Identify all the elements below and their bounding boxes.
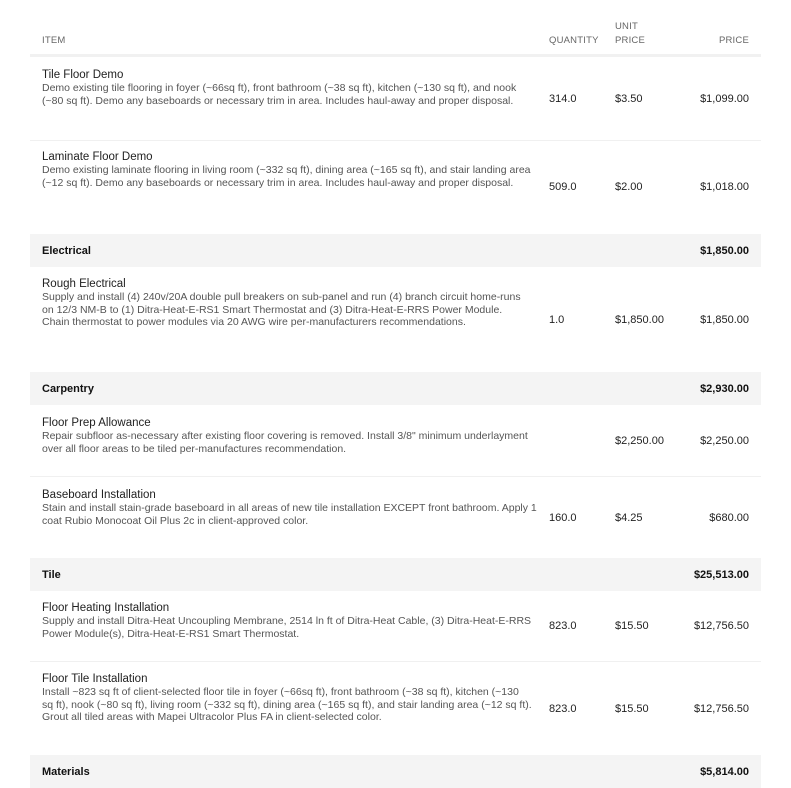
item-price: $2,250.00 bbox=[700, 435, 749, 447]
section-header-tile bbox=[30, 558, 761, 591]
item-title: Floor Prep Allowance bbox=[42, 417, 151, 429]
item-price: $12,756.50 bbox=[693, 703, 749, 715]
item-price: $12,756.50 bbox=[693, 620, 749, 632]
table-row[interactable] bbox=[30, 591, 761, 662]
item-description: Stain and install stain-grade baseboard in all areas of new tile installation EXCEPT front bathroom. Apply 1 coat Rubio Monocoat Oil Plus 2c in client-approved color. bbox=[42, 502, 537, 527]
item-description: Demo existing tile flooring in foyer (~66sq ft), front bathroom (~38 sq ft), kitchen (~130 sq ft), and nook (~80 sq ft). Demo any baseboards or necessary trim in area. Includes haul-away and proper disposal. bbox=[42, 82, 517, 107]
section-total: $25,513.00 bbox=[693, 569, 749, 581]
item-title: Floor Tile Installation bbox=[42, 673, 148, 685]
item-title: Rough Electrical bbox=[42, 278, 126, 290]
section-header-carpentry bbox=[30, 372, 761, 405]
section-total: $5,814.00 bbox=[700, 766, 749, 778]
item-price: $680.00 bbox=[709, 512, 749, 524]
section-name: Tile bbox=[42, 569, 61, 581]
item-price: $1,850.00 bbox=[700, 314, 749, 326]
item-unit-price: $15.50 bbox=[615, 620, 649, 632]
section-header-electrical bbox=[30, 234, 761, 267]
item-quantity: 1.0 bbox=[549, 314, 565, 326]
item-title: Baseboard Installation bbox=[42, 489, 156, 501]
item-unit-price: $2.00 bbox=[615, 181, 643, 193]
col-unit-price-1: UNIT bbox=[615, 21, 638, 32]
section-name: Materials bbox=[42, 766, 90, 778]
col-price: PRICE bbox=[718, 35, 749, 46]
estimate-table bbox=[30, 0, 761, 788]
item-unit-price: $2,250.00 bbox=[615, 435, 664, 447]
table-row[interactable] bbox=[30, 60, 761, 141]
item-quantity: 314.0 bbox=[549, 93, 577, 105]
col-unit-price-2: PRICE bbox=[615, 35, 646, 46]
item-description: Repair subfloor as-necessary after existing floor covering is removed. Install 3/8" minimum underlayment over all floor areas to be tiled per-manufactures recommendation. bbox=[42, 430, 528, 455]
table-row[interactable] bbox=[30, 267, 761, 372]
section-name: Electrical bbox=[42, 245, 91, 257]
col-item: ITEM bbox=[42, 35, 66, 46]
table-row[interactable] bbox=[30, 662, 761, 755]
item-title: Laminate Floor Demo bbox=[42, 151, 153, 163]
item-description: Supply and install Ditra-Heat Uncoupling Membrane, 2514 ln ft of Ditra-Heat Cable, (3) Ditra-Heat-E-RRS Power Module(s), Ditra-Heat-E-RS1 Smart Thermostat. bbox=[42, 615, 532, 640]
item-quantity: 823.0 bbox=[549, 703, 577, 715]
item-quantity: 509.0 bbox=[549, 181, 577, 193]
item-title: Tile Floor Demo bbox=[42, 69, 124, 81]
section-header-materials bbox=[30, 755, 761, 788]
table-header bbox=[30, 0, 761, 57]
table-row[interactable] bbox=[30, 477, 761, 558]
table-row[interactable] bbox=[30, 141, 761, 234]
item-description: Demo existing laminate flooring in living room (~332 sq ft), dining area (~165 sq ft), and stair landing area (~12 sq ft). Demo any baseboards or necessary trim in area. Includes haul-away and proper disposal. bbox=[42, 164, 531, 189]
item-title: Floor Heating Installation bbox=[42, 602, 170, 614]
item-description: Install ~823 sq ft of client-selected floor tile in foyer (~66sq ft), front bathroom (~38 sq ft), kitchen (~130 sq ft), nook (~80 sq ft), living room (~332 sq ft), dining area (~165 sq ft), and stair landing area (~12 sq ft). Grout all tiled areas with Mapei Ultracolor Plus FA in client-selected color. bbox=[42, 686, 532, 724]
item-unit-price: $3.50 bbox=[615, 93, 643, 105]
item-quantity: 160.0 bbox=[549, 512, 577, 524]
col-quantity: QUANTITY bbox=[549, 35, 599, 46]
table-row[interactable] bbox=[30, 405, 761, 477]
item-quantity: 823.0 bbox=[549, 620, 577, 632]
section-name: Carpentry bbox=[42, 383, 94, 395]
section-total: $1,850.00 bbox=[700, 245, 749, 257]
item-description: Supply and install (4) 240v/20A double pull breakers on sub-panel and run (4) branch circuit home-runs on 12/3 NM-B to (1) Ditra-Heat-E-RS1 Smart Thermostat and (3) Ditra-Heat-E-RRS Power Module. Chain thermostat to power modules via 20 AWG wire per-manufacturers recommendations. bbox=[42, 291, 521, 329]
item-unit-price: $1,850.00 bbox=[615, 314, 664, 326]
section-total: $2,930.00 bbox=[700, 383, 749, 395]
item-price: $1,099.00 bbox=[700, 93, 749, 105]
item-unit-price: $4.25 bbox=[615, 512, 643, 524]
item-unit-price: $15.50 bbox=[615, 703, 649, 715]
item-price: $1,018.00 bbox=[700, 181, 749, 193]
